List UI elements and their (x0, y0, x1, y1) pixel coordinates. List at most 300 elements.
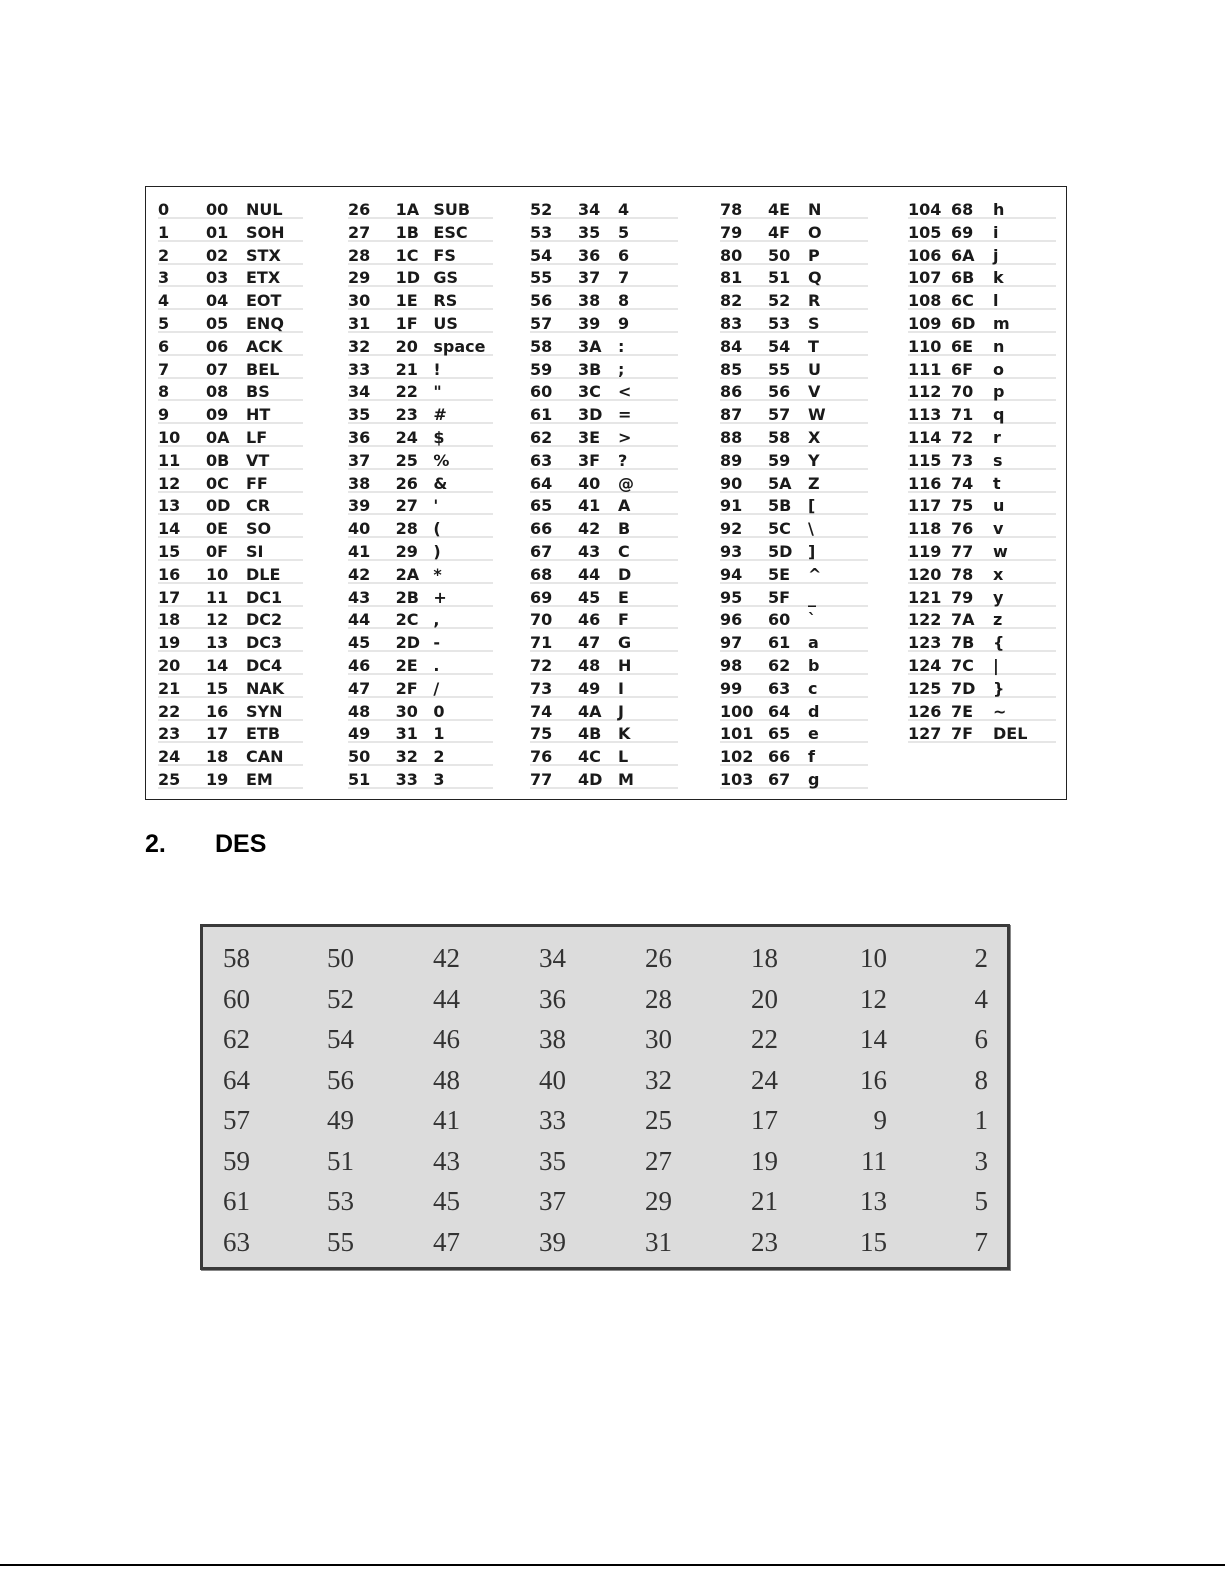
ascii-hex: 2D (395, 633, 421, 653)
ascii-decimal: 11 (158, 450, 181, 470)
ascii-decimal: 14 (158, 519, 181, 539)
ascii-row (908, 199, 1056, 220)
ascii-decimal: 81 (720, 268, 743, 288)
ascii-char: X (808, 428, 821, 447)
ascii-char: I (618, 678, 624, 698)
ascii-hex: 76 (951, 519, 974, 539)
ascii-char: # (433, 405, 447, 425)
ascii-decimal: 71 (530, 633, 553, 653)
ascii-decimal: 46 (348, 656, 371, 675)
ascii-hex: 3A (578, 336, 602, 356)
ascii-row (348, 701, 493, 722)
ascii-hex: 0A (206, 428, 230, 447)
ascii-hex: 70 (951, 382, 974, 402)
des-cell: 28 (645, 983, 672, 1014)
ascii-hex: 49 (578, 678, 601, 698)
ascii-char: i (993, 222, 999, 242)
ascii-char: Y (808, 450, 820, 470)
ascii-hex: 65 (768, 724, 791, 744)
ascii-char: } (993, 678, 1005, 698)
ascii-row (530, 427, 678, 448)
ascii-hex: 3B (578, 359, 602, 379)
ascii-char: U (808, 359, 821, 379)
ascii-char: + (433, 587, 447, 607)
ascii-row (530, 678, 678, 699)
ascii-char: L (618, 747, 629, 767)
ascii-decimal: 56 (530, 291, 553, 311)
ascii-decimal: 92 (720, 519, 743, 539)
ascii-hex: 50 (768, 245, 791, 265)
ascii-hex: 75 (951, 496, 974, 516)
des-cell: 49 (327, 1105, 354, 1135)
ascii-hex: 79 (951, 587, 974, 607)
des-cell: 34 (539, 943, 566, 973)
ascii-decimal: 97 (720, 633, 743, 653)
ascii-row (908, 518, 1056, 539)
ascii-decimal: 0 (158, 200, 170, 219)
ascii-decimal: 78 (720, 200, 743, 219)
des-cell: 60 (223, 983, 250, 1014)
des-cell: 3 (974, 1145, 988, 1176)
ascii-char: SUB (433, 200, 471, 219)
ascii-char: 4 (618, 200, 630, 219)
ascii-row (348, 473, 493, 494)
ascii-row (530, 222, 678, 243)
ascii-hex: 77 (951, 542, 974, 561)
ascii-hex: 74 (951, 473, 974, 493)
ascii-row (530, 313, 678, 334)
ascii-hex: 66 (768, 747, 791, 767)
ascii-char: o (993, 359, 1004, 379)
ascii-decimal: 102 (720, 747, 754, 767)
ascii-hex: 34 (578, 200, 601, 219)
des-cell: 59 (223, 1145, 250, 1176)
ascii-row (720, 267, 868, 288)
ascii-decimal: 118 (908, 519, 942, 539)
ascii-hex: 39 (578, 314, 601, 333)
ascii-hex: 42 (578, 519, 601, 539)
ascii-hex: 27 (395, 496, 418, 516)
des-cell: 55 (327, 1226, 354, 1257)
ascii-row (720, 541, 868, 562)
ascii-hex: 5B (768, 496, 792, 516)
ascii-decimal: 110 (908, 336, 942, 356)
ascii-decimal: 86 (720, 382, 743, 402)
ascii-hex: 14 (206, 656, 229, 675)
ascii-row (158, 336, 303, 357)
ascii-char: ; (618, 359, 625, 379)
ascii-decimal: 89 (720, 450, 743, 470)
des-cell: 51 (327, 1145, 354, 1176)
des-cell: 4 (974, 983, 988, 1014)
ascii-decimal: 65 (530, 496, 553, 516)
ascii-row (720, 655, 868, 676)
ascii-hex: 02 (206, 245, 229, 265)
ascii-row (908, 450, 1056, 471)
ascii-char: VT (246, 450, 270, 470)
ascii-char: P (808, 245, 820, 265)
ascii-hex: 5E (768, 564, 791, 584)
ascii-char: m (993, 314, 1010, 333)
ascii-char: R (808, 291, 821, 311)
ascii-char: O (808, 222, 822, 242)
ascii-char: h (993, 200, 1005, 219)
ascii-row (530, 655, 678, 676)
ascii-hex: 21 (395, 359, 418, 379)
ascii-decimal: 15 (158, 542, 181, 561)
ascii-decimal: 109 (908, 314, 942, 333)
ascii-decimal: 50 (348, 747, 371, 767)
des-cell: 6 (974, 1024, 988, 1054)
ascii-hex: 71 (951, 405, 974, 425)
ascii-char: ` (808, 610, 816, 630)
ascii-decimal: 24 (158, 747, 181, 767)
ascii-row (720, 632, 868, 653)
ascii-hex: 08 (206, 382, 229, 402)
ascii-row (348, 267, 493, 288)
ascii-hex: 4C (578, 747, 601, 767)
ascii-row (158, 359, 303, 380)
ascii-hex: 6C (951, 291, 974, 311)
ascii-char: [ (808, 496, 816, 516)
ascii-decimal: 36 (348, 428, 371, 447)
ascii-row (908, 609, 1056, 630)
ascii-decimal: 16 (158, 564, 181, 584)
ascii-hex: 20 (395, 336, 418, 356)
ascii-row (158, 381, 303, 402)
ascii-char: a (808, 633, 819, 653)
des-cell: 47 (433, 1226, 460, 1257)
ascii-decimal: 41 (348, 542, 371, 561)
ascii-decimal: 31 (348, 314, 371, 333)
ascii-row (158, 587, 303, 608)
ascii-char: G (618, 633, 632, 653)
des-cell: 18 (751, 943, 778, 973)
ascii-row (158, 564, 303, 585)
des-cell: 5 (974, 1186, 988, 1216)
ascii-hex: 32 (395, 747, 418, 767)
des-cell: 24 (751, 1064, 778, 1095)
ascii-table (145, 186, 1067, 800)
des-cell: 13 (860, 1186, 887, 1216)
ascii-hex: 43 (578, 542, 601, 561)
ascii-hex: 36 (578, 245, 601, 265)
ascii-hex: 00 (206, 200, 229, 219)
des-cell: 9 (873, 1105, 887, 1135)
ascii-decimal: 12 (158, 473, 181, 493)
des-cell: 1 (974, 1105, 988, 1135)
ascii-hex: 78 (951, 564, 974, 584)
des-row (203, 979, 1007, 1019)
ascii-row (158, 473, 303, 494)
ascii-char: 7 (618, 268, 630, 288)
ascii-char: E (618, 587, 629, 607)
ascii-char: ENQ (246, 314, 284, 333)
des-cell: 7 (974, 1226, 988, 1257)
des-row (203, 1141, 1007, 1181)
ascii-hex: 25 (395, 450, 418, 470)
ascii-char: x (993, 564, 1004, 584)
ascii-char: GS (433, 268, 459, 288)
ascii-decimal: 35 (348, 405, 371, 425)
ascii-hex: 1B (395, 222, 419, 242)
ascii-char: = (618, 405, 632, 425)
ascii-row (530, 495, 678, 516)
ascii-hex: 28 (395, 519, 418, 539)
des-cell: 33 (539, 1105, 566, 1135)
ascii-row (908, 404, 1056, 425)
ascii-row (908, 359, 1056, 380)
ascii-char: , (433, 610, 440, 630)
ascii-row (530, 473, 678, 494)
ascii-decimal: 122 (908, 610, 942, 630)
des-cell: 10 (860, 943, 887, 973)
ascii-decimal: 67 (530, 542, 553, 561)
ascii-row (158, 267, 303, 288)
ascii-char: SYN (246, 701, 283, 721)
ascii-row (348, 381, 493, 402)
ascii-hex: 13 (206, 633, 229, 653)
ascii-hex: 30 (395, 701, 418, 721)
ascii-decimal: 21 (158, 678, 181, 698)
des-cell: 37 (539, 1186, 566, 1216)
des-cell: 22 (751, 1024, 778, 1054)
ascii-row (908, 655, 1056, 676)
ascii-char: j (993, 245, 999, 265)
ascii-char: @ (618, 473, 634, 493)
ascii-row (720, 701, 868, 722)
ascii-hex: 69 (951, 222, 974, 242)
ascii-row (348, 336, 493, 357)
ascii-char: l (993, 291, 999, 311)
ascii-hex: 3C (578, 382, 601, 402)
ascii-hex: 44 (578, 564, 601, 584)
ascii-decimal: 87 (720, 405, 743, 425)
ascii-char: { (993, 633, 1005, 653)
section-title: DES (215, 830, 267, 858)
ascii-hex: 0B (206, 450, 230, 470)
ascii-row (158, 404, 303, 425)
ascii-decimal: 77 (530, 770, 553, 789)
ascii-row (720, 245, 868, 266)
ascii-row (530, 701, 678, 722)
ascii-row (348, 427, 493, 448)
ascii-decimal: 26 (348, 200, 371, 219)
ascii-decimal: 47 (348, 678, 371, 698)
ascii-hex: 2F (395, 678, 418, 698)
ascii-decimal: 40 (348, 519, 371, 539)
ascii-row (348, 450, 493, 471)
ascii-decimal: 39 (348, 496, 371, 516)
ascii-hex: 16 (206, 701, 229, 721)
des-cell: 39 (539, 1226, 566, 1257)
ascii-decimal: 115 (908, 450, 942, 470)
ascii-hex: 2A (395, 564, 420, 584)
ascii-char: ACK (246, 336, 283, 356)
ascii-char: BS (246, 382, 270, 402)
ascii-row (720, 450, 868, 471)
ascii-hex: 63 (768, 678, 791, 698)
ascii-decimal: 13 (158, 496, 181, 516)
ascii-decimal: 59 (530, 359, 553, 379)
ascii-decimal: 60 (530, 382, 553, 402)
ascii-decimal: 90 (720, 473, 743, 493)
ascii-char: p (993, 382, 1005, 402)
ascii-row (530, 290, 678, 311)
des-cell: 11 (861, 1145, 887, 1176)
ascii-decimal: 98 (720, 656, 743, 675)
ascii-row (530, 404, 678, 425)
ascii-row (908, 336, 1056, 357)
ascii-decimal: 70 (530, 610, 553, 630)
ascii-hex: 4D (578, 770, 603, 789)
ascii-row (348, 313, 493, 334)
ascii-decimal: 64 (530, 473, 553, 493)
ascii-char: F (618, 610, 629, 630)
ascii-char: < (618, 382, 632, 402)
ascii-row (348, 678, 493, 699)
ascii-row (720, 609, 868, 630)
ascii-hex: 1C (395, 245, 419, 265)
ascii-char: S (808, 314, 820, 333)
ascii-row (530, 518, 678, 539)
ascii-hex: 7A (951, 610, 975, 630)
ascii-char: w (993, 542, 1008, 561)
ascii-hex: 6B (951, 268, 975, 288)
ascii-hex: 51 (768, 268, 791, 288)
ascii-decimal: 28 (348, 245, 371, 265)
ascii-decimal: 19 (158, 633, 181, 653)
ascii-decimal: 48 (348, 701, 371, 721)
ascii-hex: 59 (768, 450, 791, 470)
ascii-decimal: 125 (908, 678, 942, 698)
ascii-hex: 7E (951, 701, 974, 721)
ascii-char: 8 (618, 291, 630, 311)
ascii-row (720, 587, 868, 608)
ascii-row (908, 678, 1056, 699)
ascii-hex: 26 (395, 473, 418, 493)
ascii-hex: 4A (578, 701, 602, 721)
ascii-row (158, 701, 303, 722)
ascii-hex: 1A (395, 200, 420, 219)
ascii-row (530, 267, 678, 288)
ascii-hex: 11 (206, 587, 229, 607)
ascii-hex: 5D (768, 542, 793, 561)
ascii-char: DC4 (246, 656, 283, 675)
des-cell: 27 (645, 1145, 672, 1176)
ascii-hex: 01 (206, 222, 229, 242)
ascii-row (348, 723, 493, 744)
ascii-row (348, 404, 493, 425)
ascii-decimal: 23 (158, 724, 181, 744)
ascii-decimal: 38 (348, 473, 371, 493)
des-cell: 40 (539, 1064, 566, 1095)
ascii-decimal: 8 (158, 382, 170, 402)
des-cell: 12 (860, 983, 887, 1014)
ascii-char: 5 (618, 222, 630, 242)
ascii-hex: 12 (206, 610, 229, 630)
ascii-hex: 6F (951, 359, 974, 379)
ascii-row (720, 518, 868, 539)
des-row (203, 1019, 1007, 1059)
ascii-decimal: 88 (720, 428, 743, 447)
ascii-hex: 04 (206, 291, 229, 311)
ascii-row (158, 746, 303, 767)
ascii-hex: 47 (578, 633, 601, 653)
des-cell: 46 (433, 1024, 460, 1054)
ascii-row (530, 359, 678, 380)
ascii-decimal: 117 (908, 496, 942, 516)
des-cell: 16 (860, 1064, 887, 1095)
ascii-hex: 5C (768, 519, 791, 539)
ascii-hex: 5A (768, 473, 792, 493)
ascii-hex: 03 (206, 268, 229, 288)
ascii-char: W (808, 405, 826, 425)
ascii-row (908, 701, 1056, 722)
ascii-char: B (618, 519, 631, 539)
ascii-decimal: 58 (530, 336, 553, 356)
ascii-char: HT (246, 405, 271, 425)
ascii-hex: 2B (395, 587, 419, 607)
ascii-decimal: 10 (158, 428, 181, 447)
ascii-decimal: 114 (908, 428, 942, 447)
ascii-row (158, 199, 303, 220)
des-cell: 54 (327, 1024, 354, 1054)
ascii-char: 9 (618, 314, 630, 333)
ascii-char: V (808, 382, 821, 402)
ascii-decimal: 113 (908, 405, 942, 425)
ascii-hex: 3D (578, 405, 603, 425)
ascii-hex: 68 (951, 200, 974, 219)
ascii-row (908, 381, 1056, 402)
ascii-char: - (433, 633, 441, 653)
ascii-hex: 7F (951, 724, 974, 744)
ascii-row (158, 655, 303, 676)
ascii-row (348, 222, 493, 243)
ascii-row (348, 587, 493, 608)
ascii-char: D (618, 564, 632, 584)
ascii-row (158, 313, 303, 334)
ascii-char: CR (246, 496, 271, 516)
des-cell: 8 (974, 1064, 988, 1095)
ascii-decimal: 66 (530, 519, 553, 539)
ascii-row (348, 655, 493, 676)
ascii-decimal: 44 (348, 610, 371, 630)
ascii-char: . (433, 656, 440, 675)
ascii-row (348, 518, 493, 539)
ascii-hex: 67 (768, 770, 791, 789)
ascii-hex: 46 (578, 610, 601, 630)
des-cell: 21 (751, 1186, 778, 1216)
ascii-hex: 7B (951, 633, 975, 653)
ascii-row (720, 359, 868, 380)
des-cell: 17 (751, 1105, 778, 1135)
ascii-decimal: 9 (158, 405, 170, 425)
ascii-hex: 4B (578, 724, 602, 744)
ascii-decimal: 4 (158, 291, 170, 311)
ascii-hex: 3E (578, 428, 601, 447)
ascii-char: T (808, 336, 819, 356)
des-cell: 36 (539, 983, 566, 1014)
ascii-decimal: 111 (908, 359, 942, 379)
ascii-char: ) (433, 542, 441, 561)
ascii-char: ! (433, 359, 441, 379)
ascii-decimal: 93 (720, 542, 743, 561)
ascii-char: J (618, 701, 624, 721)
section-number: 2. (145, 830, 166, 858)
ascii-char: ESC (433, 222, 468, 242)
ascii-row (530, 632, 678, 653)
